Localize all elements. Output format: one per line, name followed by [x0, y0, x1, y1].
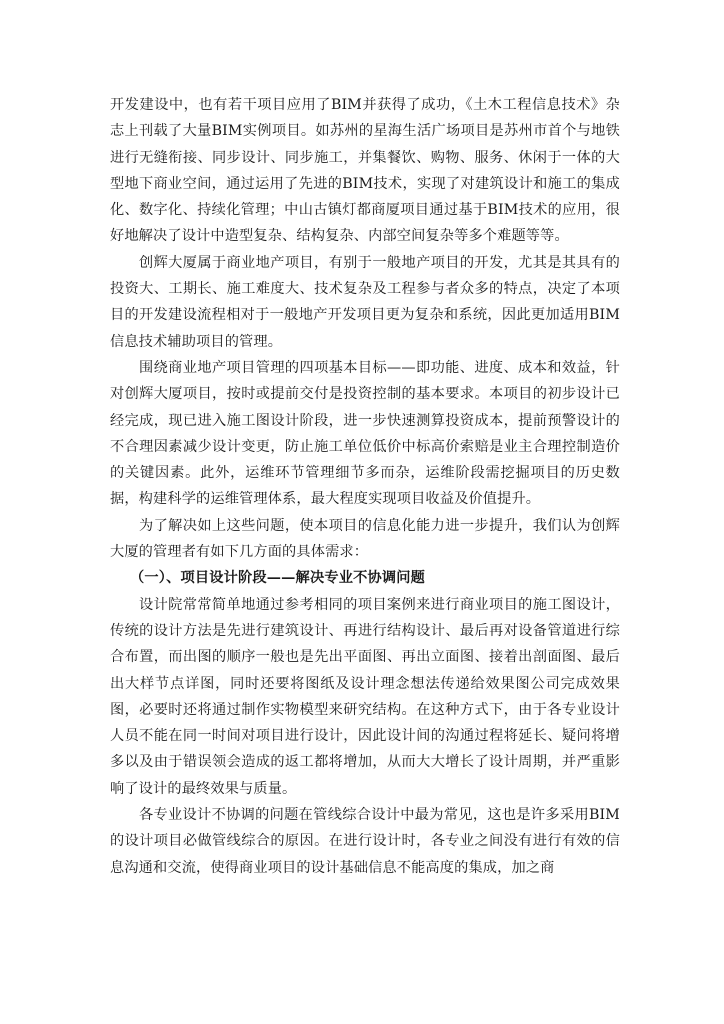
paragraph-management-goals: 围绕商业地产项目管理的四项基本目标——即功能、进度、成本和效益，针对创辉大厦项目，按时或提前交付是投资控制的基本要求。本项目的初步设计已经完成，现已进入施工图设计阶段，进一步快速测算投资成本，提前预警设计的不合理因素减少设计变更，防止施工单位低价中标高价索赔是业主合理控制造价的关键因素。此外，运维环节管理细节多而杂，运维阶段需挖掘项目的历史数据，构建科学的运维管理体系，最大程度实现项目收益及价值提升。	[110, 359, 620, 508]
paragraph-pipeline-coordination: 各专业设计不协调的问题在管线综合设计中最为常见，这也是许多采用BIM的设计项目必做管线综合的原因。在进行设计时，各专业之间没有进行有效的信息沟通和交流，使得商业项目的设计基础信息不能高度的集成，加之商	[110, 807, 620, 876]
document-body	[110, 92, 620, 881]
paragraph-bim-examples: 开发建设中，也有若干项目应用了BIM并获得了成功，《土木工程信息技术》杂志上刊载了大量BIM实例项目。如苏州的星海生活广场项目是苏州市首个与地铁进行无缝衔接、同步设计、同步施工，并集餐饮、购物、服务、休闲于一体的大型地下商业空间，通过运用了先进的BIM技术，实现了对建筑设计和施工的集成化、数字化、持续化管理；中山古镇灯都商厦项目通过基于BIM技术的应用，很好地解决了设计中造型复杂、结构复杂、内部空间复杂等多个难题等等。	[110, 97, 620, 245]
paragraph-traditional-design: 设计院常常简单地通过参考相同的项目案例来进行商业项目的施工图设计，传统的设计方法是先进行建筑设计、再进行结构设计、最后再对设备管道进行综合布置，而出图的顺序一般也是先出平面图、再出立面图、接着出剖面图、最后出大样节点详图，同时还要将图纸及设计理念想法传递给效果图公司完成效果图，必要时还将通过制作实物模型来研究结构。在这种方式下，由于各专业设计人员不能在同一时间对项目进行设计，因此设计间的沟通过程将延长、疑问将增多以及由于错误领会造成的返工都将增加，从而大大增长了设计周期，并严重影响了设计的最终效果与质量。	[110, 596, 620, 797]
paragraph-requirements-intro: 为了解决如上这些问题，使本项目的信息化能力进一步提升，我们认为创辉大厦的管理者有如下几方面的具体需求：	[110, 517, 620, 561]
section-heading-design-phase: （一）、项目设计阶段——解决专业不协调问题	[130, 570, 426, 587]
paragraph-chuanghui-project: 创辉大厦属于商业地产项目，有别于一般地产项目的开发，尤其是其具有的投资大、工期长、施工难度大、技术复杂及工程参与者众多的特点，决定了本项目的开发建设流程相对于一般地产开发项目更为复杂和系统，因此更加适用BIM信息技术辅助项目的管理。	[110, 254, 620, 350]
